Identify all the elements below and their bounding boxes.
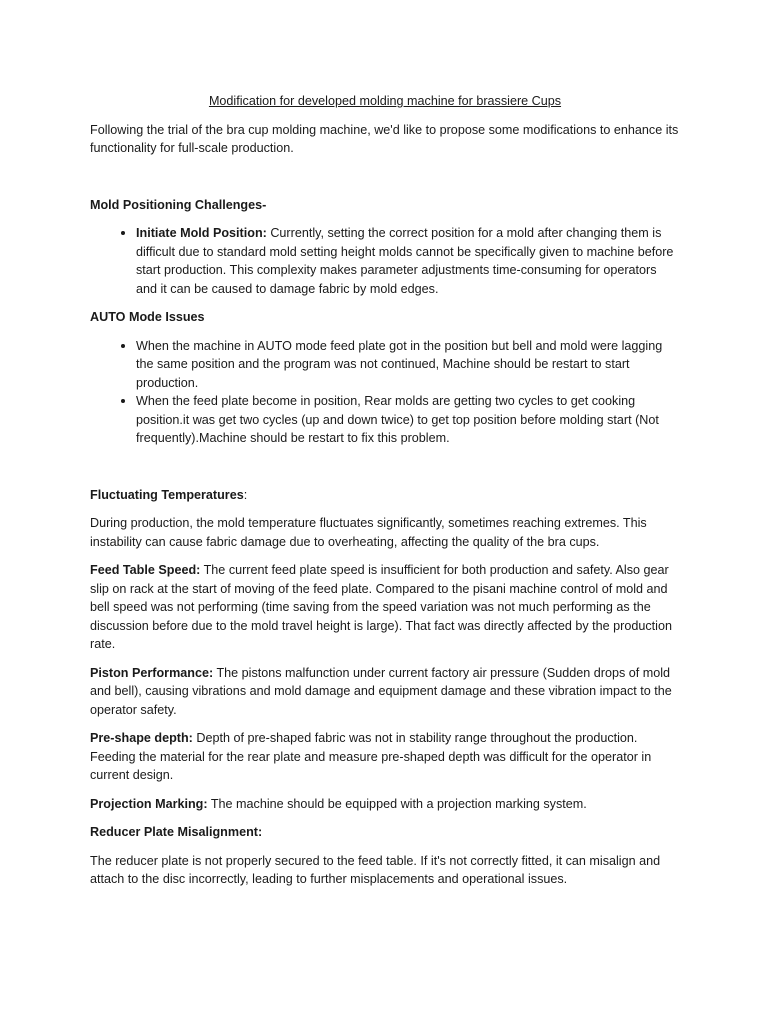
piston-paragraph: [90, 664, 680, 720]
auto-mode-list: [90, 337, 680, 448]
mold-positioning-heading: Mold Positioning Challenges-: [90, 197, 267, 212]
fluctuating-paragraph: During production, the mold temperature fluctuates significantly, sometimes reaching extremes. This instability can cause fabric damage due to overheating, affecting the quality of the bra cups.: [90, 516, 647, 549]
fluctuating-heading-colon: :: [243, 487, 248, 502]
fluctuating-heading: [90, 486, 680, 505]
preshape-label: Pre-shape depth:: [90, 731, 193, 745]
piston-text: The pistons malfunction under current factory air pressure (Sudden drops of mold and bell), causing vibrations and mold damage and equipment damage and these vibration impact to the operator safety.: [90, 665, 672, 717]
projection-text: The machine should be equipped with a projection marking system.: [207, 796, 587, 811]
item-label: Initiate Mold Position:: [136, 226, 267, 240]
reducer-heading: Reducer Plate Misalignment:: [90, 825, 263, 839]
fluctuating-heading-label: Fluctuating Temperatures: [90, 487, 244, 502]
feed-table-paragraph: [90, 561, 680, 654]
projection-paragraph: [90, 795, 680, 814]
list-item: [136, 224, 680, 298]
item-text: Currently, setting the correct position for a mold after changing them is difficult due to standard mold setting height molds cannot be specifically given to machine before start production. This complexity makes parameter adjustments time-consuming for operators and it can be caused to damage fabric by mold edges.: [136, 226, 674, 296]
projection-label: Projection Marking:: [90, 796, 208, 811]
list-item: • When the machine in AUTO mode feed plate got in the position but bell and mold were lagging the same position and the program was not continued, Machine should be restart to start production.: [136, 337, 680, 393]
document-title: Modification for developed molding machine for brassiere Cups: [208, 94, 562, 108]
feed-table-label: Feed Table Speed:: [90, 563, 201, 577]
preshape-paragraph: [90, 729, 680, 785]
document-page: [90, 92, 680, 899]
list-item: • When the feed plate become in position, Rear molds are getting two cycles to get cooking position.it was get two cycles (up and down twice) to get top position before molding start (Not frequently).Machine should be restart to fix this problem.: [136, 392, 680, 448]
mold-positioning-list: [90, 224, 680, 298]
feed-table-text: The current feed plate speed is insufficient for both production and safety. Also gear slip on rack at the start of moving of the feed plate. Compared to the pisani machine control of mold and bell speed was not performing (time saving from the speed variation was not much performing as the discussion before due to the mold travel height is large). That fact was directly affected by the production rate.: [90, 563, 672, 651]
intro-paragraph: Following the trial of the bra cup molding machine, we'd like to propose some modifications to enhance its functionality for full-scale production.: [90, 122, 679, 155]
reducer-paragraph: The reducer plate is not properly secured to the feed table. If it's not correctly fitted, it can misalign and attach to the disc incorrectly, leading to further misplacements and operational issues.: [90, 853, 661, 886]
preshape-text: Depth of pre-shaped fabric was not in stability range throughout the production. Feeding the material for the rear plate and measure pre-shaped depth was difficult for the operator in current design.: [90, 731, 652, 782]
auto-mode-heading: AUTO Mode Issues: [90, 310, 205, 324]
piston-label: Piston Performance:: [90, 665, 214, 680]
